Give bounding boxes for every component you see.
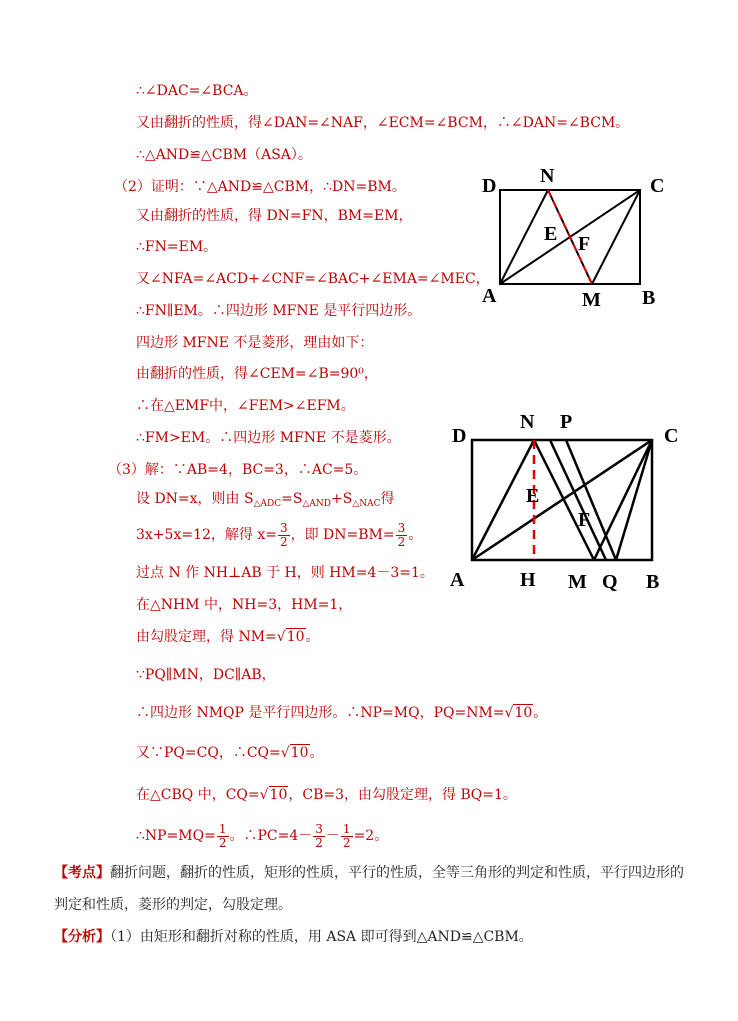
triangle-symbol: △ xyxy=(253,499,261,509)
fraction-3-2: $\frac{3}{2}$ xyxy=(397,520,406,549)
line-18: 由勾股定理，得 NM=√10。 xyxy=(136,629,320,645)
label-n: N xyxy=(540,165,555,187)
line-20: ∴四边形 NMQP 是平行四边形。∴NP=MQ，PQ=NM=√10。 xyxy=(136,705,548,721)
line-23: ∴NP=MQ= $\frac{1}{2}$ 。∴PC=4－ $\frac{3}{2}$ － $\frac{1}{2}$ =2。 xyxy=(136,821,389,850)
label-h: H xyxy=(520,569,536,591)
label-m: M xyxy=(582,289,601,311)
fenxi-line: 【分析】（1）由矩形和翻折对称的性质，用 ASA 即可得到△AND≌△CBM。 xyxy=(54,929,533,945)
label-e: E xyxy=(544,223,558,245)
fraction-1-2: $\frac{1}{2}$ xyxy=(218,821,227,850)
fraction-3-2: $\frac{3}{2}$ xyxy=(279,520,288,549)
line-2: 又由翻折的性质，得∠DAN=∠NAF，∠ECM=∠BCM，∴∠DAN=∠BCM。 xyxy=(136,115,630,131)
line-21: 又∵PQ=CQ，∴CQ=√10。 xyxy=(136,745,324,761)
label-c: C xyxy=(664,425,679,447)
line-11: ∴在△EMF中，∠FEM>∠EFM。 xyxy=(136,398,355,414)
segment-nm xyxy=(534,440,594,560)
sqrt-10: √10 xyxy=(280,745,309,761)
label-c: C xyxy=(650,175,665,197)
segment-qc xyxy=(616,440,652,560)
kaodian-tag: 【考点】 xyxy=(54,865,110,881)
kaodian-line-1: 【考点】翻折问题，翻折的性质，矩形的性质，平行的性质，全等三角形的判定和性质，平行四边形的 xyxy=(54,865,684,881)
label-f: F xyxy=(578,509,591,531)
line-17: 在△NHM 中，NH=3，HM=1， xyxy=(136,597,353,613)
line-7: 又∠NFA=∠ACD+∠CNF=∠BAC+∠EMA=∠MEC， xyxy=(136,271,490,287)
fenxi-tag: 【分析】 xyxy=(54,929,110,945)
line-16: 过点 N 作 NH⊥AB 于 H，则 HM=4－3=1。 xyxy=(136,565,434,581)
label-a: A xyxy=(482,285,497,307)
line-10: 由翻折的性质，得∠CEM=∠B=90⁰， xyxy=(136,366,378,382)
label-e: E xyxy=(526,485,540,507)
line-19: ∵PQ∥MN，DC∥AB， xyxy=(136,667,276,683)
figure-1 xyxy=(470,160,680,320)
line-12: ∴FM>EM。∴四边形 MFNE 不是菱形。 xyxy=(136,430,401,446)
line-15: 3x+5x=12，解得 x= $\frac{3}{2}$ ，即 DN=BM= $\frac{3}{2}$ 。 xyxy=(136,520,423,549)
line-22: 在△CBQ 中，CQ=√10，CB=3，由勾股定理，得 BQ=1。 xyxy=(136,787,517,803)
line-8: ∴FN∥EM。∴四边形 MFNE 是平行四边形。 xyxy=(136,303,422,319)
label-b: B xyxy=(646,571,660,593)
segment-mc xyxy=(592,190,640,284)
segment-an xyxy=(472,440,534,560)
label-a: A xyxy=(450,569,465,591)
sqrt-10: √10 xyxy=(276,629,305,645)
label-n: N xyxy=(520,411,535,433)
segment-inner xyxy=(550,440,606,560)
segment-pq xyxy=(566,440,616,560)
line-13: （3）解：∵AB=4，BC=3，∴AC=5。 xyxy=(108,462,368,478)
line-9: 四边形 MFNE 不是菱形，理由如下： xyxy=(136,335,374,351)
kaodian-line-2: 判定和性质，菱形的判定，勾股定理。 xyxy=(54,897,292,913)
line-4: （2）证明：∵△AND≌△CBM，∴DN=BM。 xyxy=(114,179,406,195)
label-m: M xyxy=(568,571,587,593)
figure-2 xyxy=(446,402,692,598)
triangle-symbol: △ xyxy=(302,499,310,509)
fraction-3-2: $\frac{3}{2}$ xyxy=(315,821,323,850)
label-d: D xyxy=(452,425,467,447)
label-b: B xyxy=(642,287,656,309)
diagonal-ac xyxy=(472,440,652,560)
sqrt-10: √10 xyxy=(504,705,533,721)
line-6: ∴FN=EM。 xyxy=(136,239,218,255)
label-q: Q xyxy=(602,571,618,593)
segment-an xyxy=(500,190,548,284)
label-f: F xyxy=(578,233,591,255)
line-14: 设 DN=x，则由 $S_{\triangle ADC}=S_{\triangle AND}+S_{\triangle NAC}$得 xyxy=(136,491,395,509)
line-1: ∴∠DAC=∠BCA。 xyxy=(136,83,258,99)
label-p: P xyxy=(560,411,573,433)
label-d: D xyxy=(482,175,497,197)
triangle-symbol: △ xyxy=(352,499,360,509)
fraction-1-2: $\frac{1}{2}$ xyxy=(342,821,351,850)
sqrt-10: √10 xyxy=(259,787,288,803)
line-5: 又由翻折的性质，得 DN=FN，BM=EM， xyxy=(136,208,413,224)
line-3: ∴△AND≌△CBM（ASA）。 xyxy=(136,147,312,163)
